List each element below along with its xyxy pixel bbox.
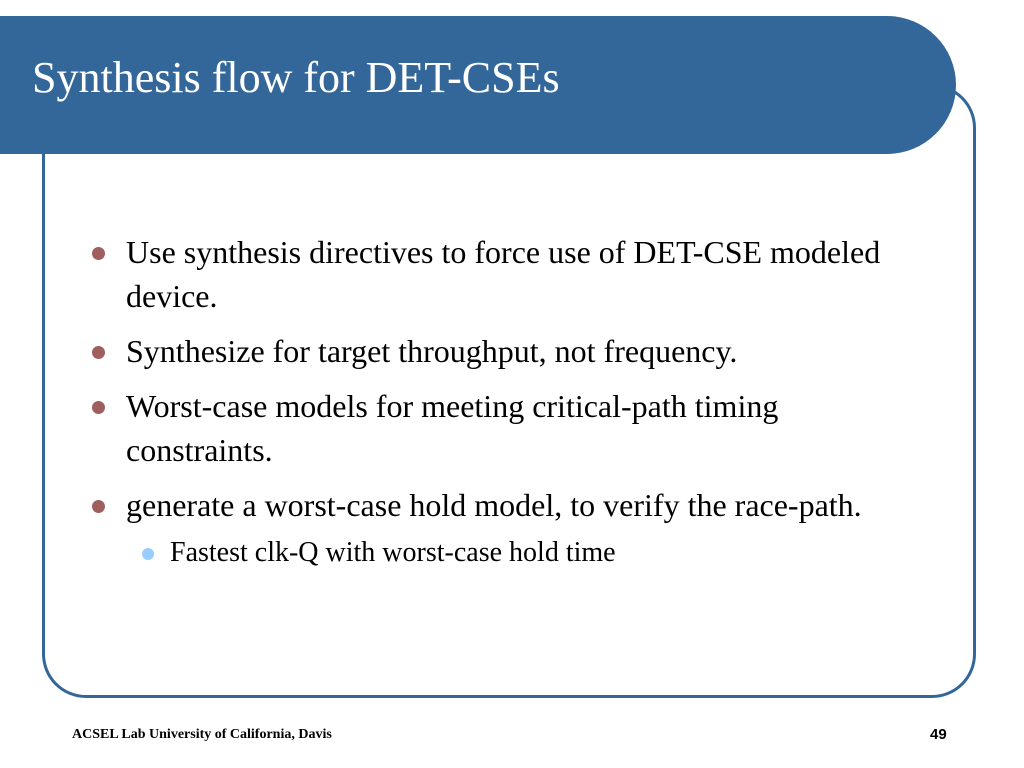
page-number: 49	[930, 726, 947, 743]
footer-affiliation: ACSEL Lab University of California, Davis	[72, 727, 332, 742]
bullet-dot-icon	[92, 346, 105, 359]
bullet-dot-icon	[92, 500, 105, 513]
bullet-text: Worst-case models for meeting critical-path timing constraints.	[126, 388, 779, 468]
bullet-item	[86, 230, 916, 318]
bullet-dot-icon	[92, 247, 105, 260]
sub-bullet-item	[86, 534, 916, 572]
sub-bullet-group	[86, 534, 916, 572]
bullet-list	[86, 230, 916, 572]
bullet-item	[86, 483, 916, 527]
slide-title: Synthesis flow for DET-CSEs	[32, 53, 560, 102]
bullet-dot-icon	[92, 401, 105, 414]
bullet-text: Use synthesis directives to force use of DET-CSE modeled device.	[126, 234, 881, 314]
bullet-item	[86, 329, 916, 373]
bullet-text: Synthesize for target throughput, not frequency.	[126, 333, 738, 369]
sub-bullet-text: Fastest clk-Q with worst-case hold time	[170, 537, 616, 568]
bullet-item	[86, 384, 916, 472]
sub-bullet-dot-icon	[142, 548, 154, 560]
bullet-text: generate a worst-case hold model, to verify the race-path.	[126, 487, 862, 523]
sub-bullet-list	[86, 534, 916, 572]
